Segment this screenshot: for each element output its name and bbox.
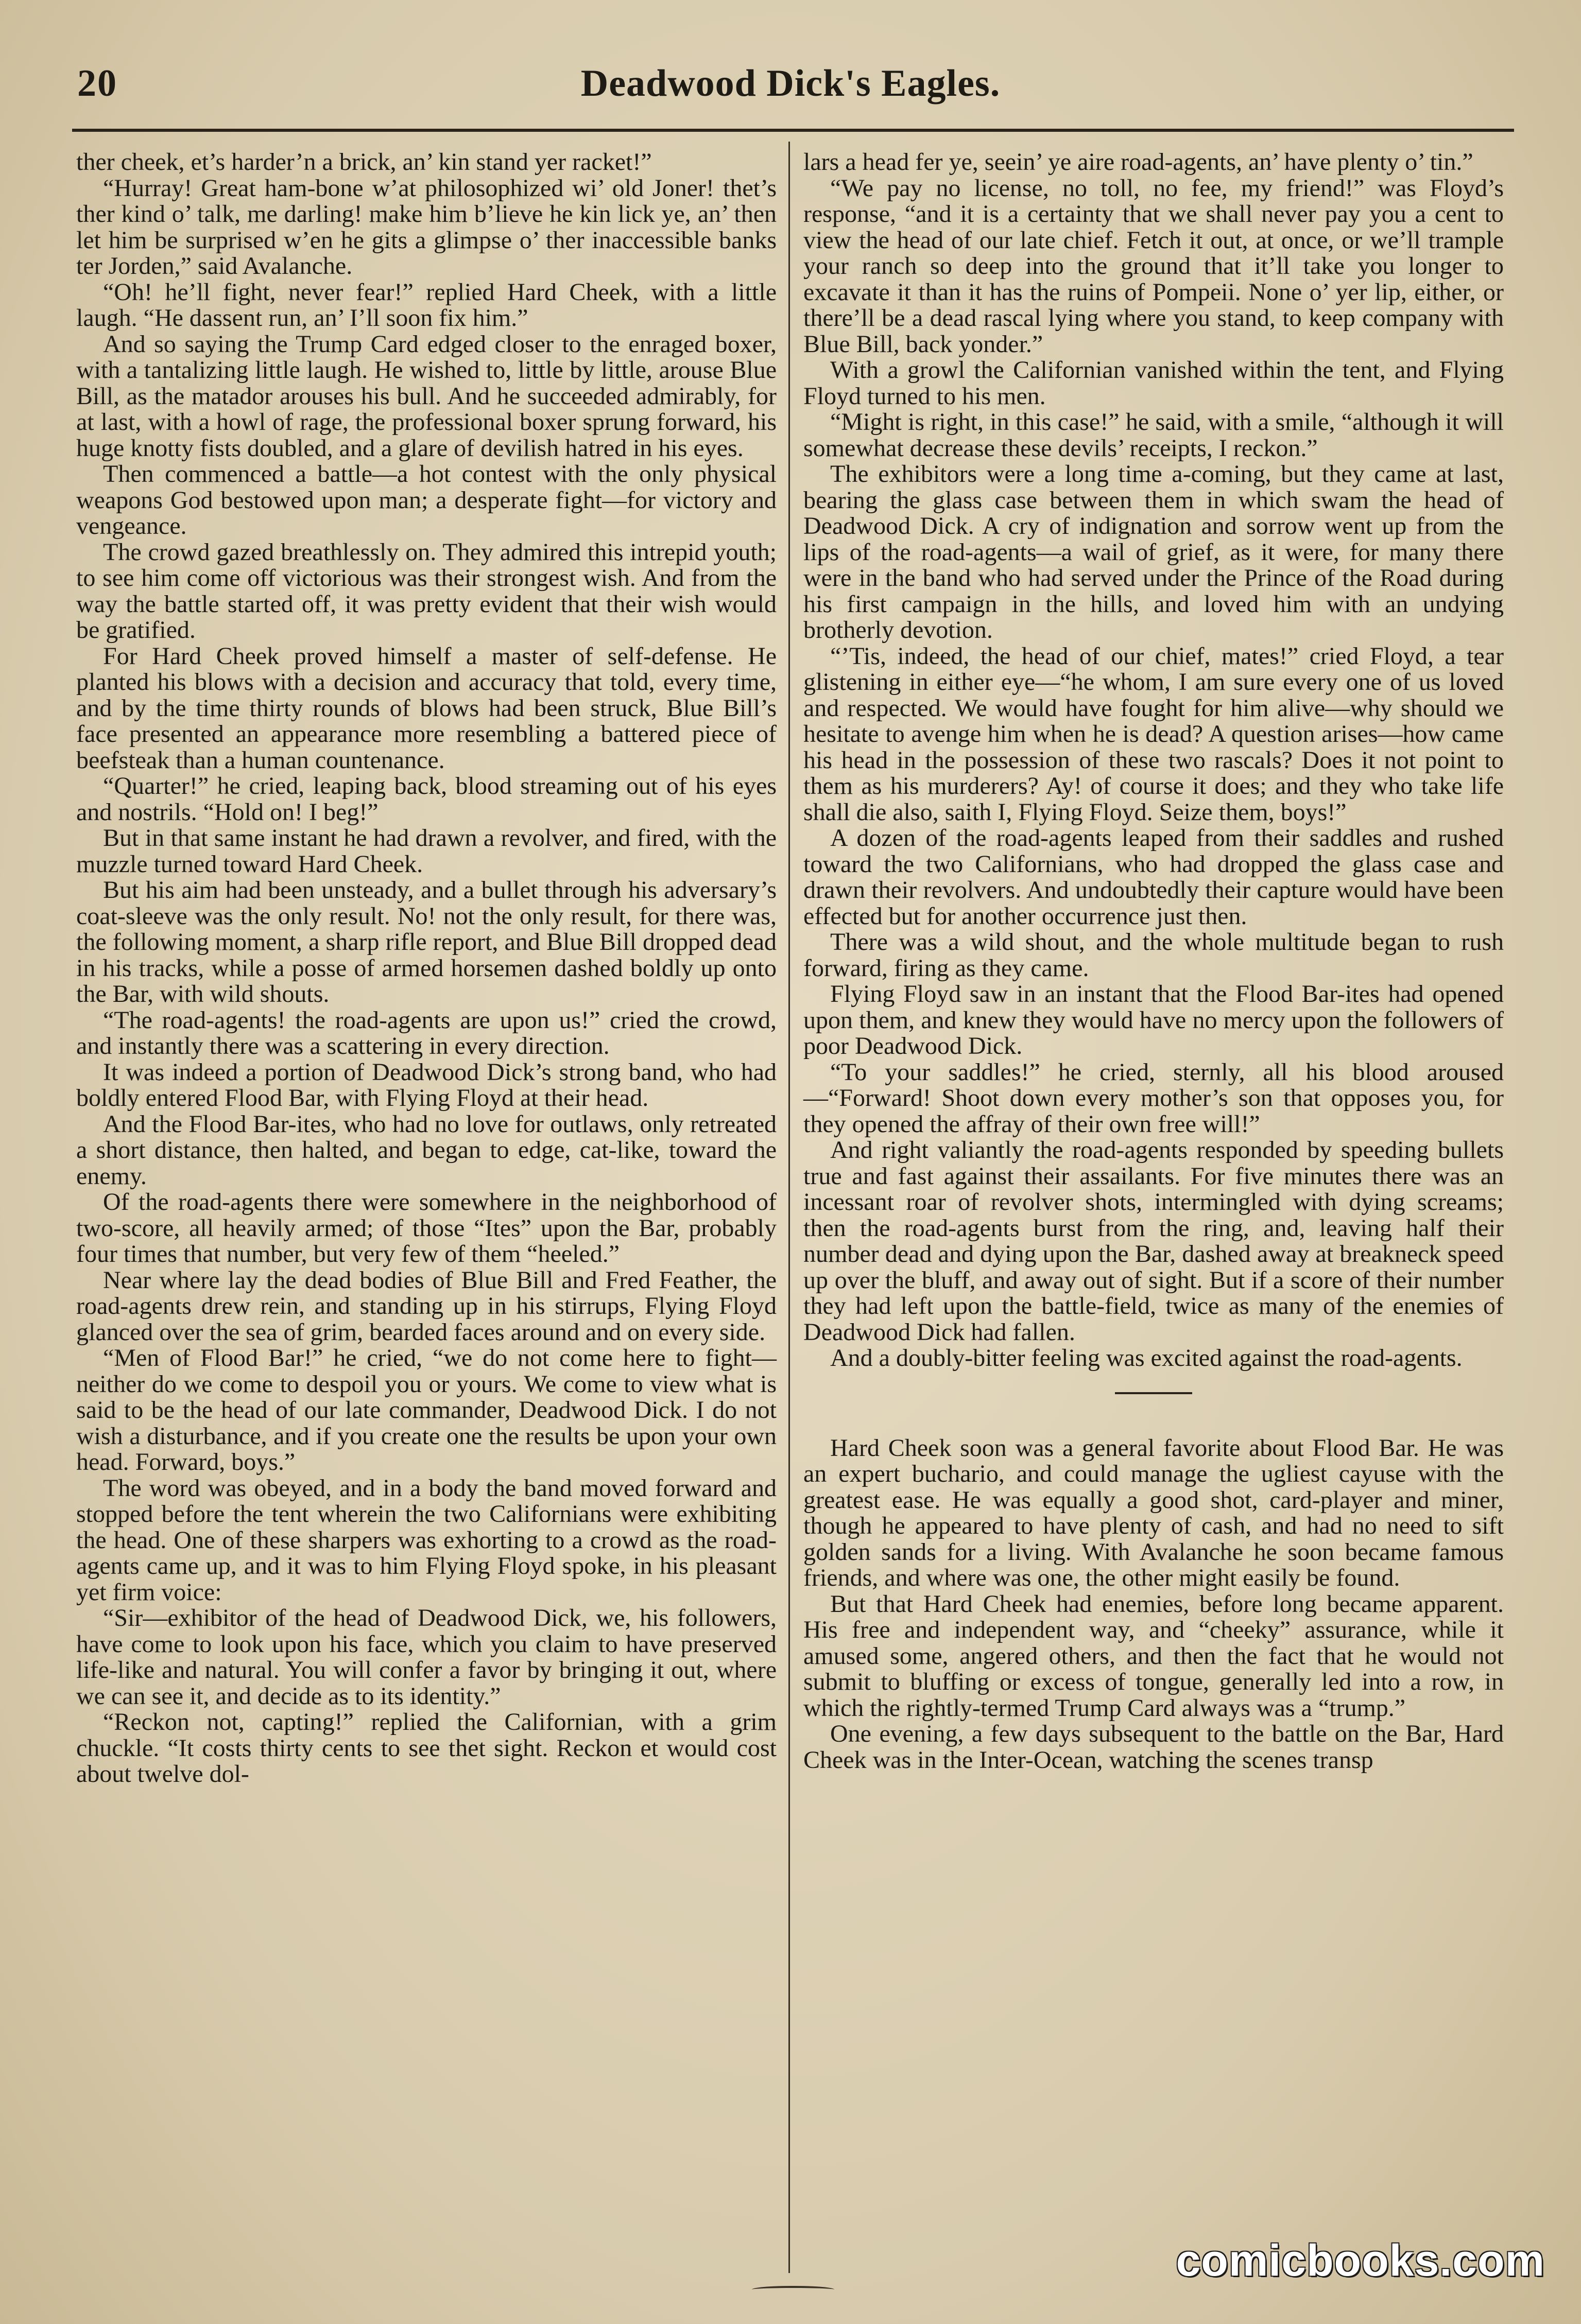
paragraph: With a growl the Californian vanished within the tent, and Flying Floyd turned to his men. [803, 356, 1504, 410]
paragraph: Of the road-agents there were somewhere in the neighborhood of two-score, all heavily armed; of those “Ites” upon the Bar, probably four times that number, but very few of them “heeled.” [76, 1188, 777, 1268]
paragraph: And the Flood Bar-ites, who had no love for outlaws, only retreated a short distance, then halted, and began to edge, cat-like, toward the enemy. [76, 1110, 777, 1190]
paragraph: A dozen of the road-agents leaped from their saddles and rushed toward the two Californians, who had dropped the glass case and drawn their revolvers. And undoubtedly their capture would have been effected but for another occurrence just then. [803, 824, 1504, 930]
paragraph: But that Hard Cheek had enemies, before long became apparent. His free and independent way, and “cheeky” assurance, while it amused some, angered others, and then the fact that he would not submit to bluffing or excess of tongue, generally led into a row, in which the rightly-termed Trump Card always was a “trump.” [803, 1590, 1504, 1722]
page-number: 20 [77, 62, 117, 105]
paragraph: Then commenced a battle—a hot contest with the only physical weapons God bestowed upon man; a desperate fight—for victory and vengeance. [76, 460, 777, 540]
paragraph: The crowd gazed breathlessly on. They admired this intrepid youth; to see him come off victorious was their strongest wish. And from the way the battle started off, it was pretty evident that their wish would be gratified. [76, 538, 777, 644]
watermark: comicbooks.com [1176, 2236, 1545, 2285]
paragraph: There was a wild shout, and the whole multitude began to rush forward, firing as they came. [803, 928, 1504, 982]
paragraph: “Hurray! Great ham-bone w’at philosophized wi’ old Joner! thet’s ther kind o’ talk, me darling! make him b’lieve he kin lick ye, an’ then let him be surprised w’en he gits a glimpse o’ ther inaccessible banks ter Jorden,” said Avalanche. [76, 174, 777, 280]
running-title: Deadwood Dick's Eagles. [580, 62, 1001, 105]
paragraph: Near where lay the dead bodies of Blue Bill and Fred Feather, the road-agents drew rein, and standing up in his stirrups, Flying Floyd glanced over the sea of grim, bearded faces around and on every side. [76, 1266, 777, 1346]
right-column-top-section [803, 149, 1504, 1372]
paragraph: “Men of Flood Bar!” he cried, “we do not come here to fight—neither do we come to despoil you or yours. We come to view what is said to be the head of our late commander, Deadwood Dick. I do not wish a disturbance, and if you create one the results be upon your own head. Forward, boys.” [76, 1344, 777, 1476]
right-column [803, 149, 1504, 1773]
column-divider [788, 142, 790, 2273]
paragraph: Hard Cheek soon was a general favorite about Flood Bar. He was an expert buchario, and could manage the ugliest cayuse with the greatest ease. He was equally a good shot, card-player and miner, though he appeared to have plenty of cash, and had no need to sift golden sands for a living. With Avalanche he soon became famous friends, and where was one, the other might easily be found. [803, 1434, 1504, 1591]
paragraph: “Reckon not, capting!” replied the Californian, with a grim chuckle. “It costs thirty cents to see thet sight. Reckon et would cost about twelve dol- [76, 1708, 777, 1788]
paragraph: “Oh! he’ll fight, never fear!” replied Hard Cheek, with a little laugh. “He dassent run, an’ I’ll soon fix him.” [76, 278, 777, 332]
paragraph: “Sir—exhibitor of the head of Deadwood Dick, we, his followers, have come to look upon his face, which you claim to have preserved life-like and natural. You will confer a favor by bringing it out, where we can see it, and decide as to its identity.” [76, 1604, 777, 1710]
paragraph: For Hard Cheek proved himself a master of self-defense. He planted his blows with a decision and accuracy that told, every time, and by the time thirty rounds of blows had been struck, Blue Bill’s face presented an appearance more resembling a battered piece of beefsteak than a human countenance. [76, 642, 777, 774]
paragraph: “We pay no license, no toll, no fee, my friend!” was Floyd’s response, “and it is a certainty that we shall never pay you a cent to view the head of our late chief. Fetch it out, at once, or we’ll trample your ranch so deep into the ground that it’ll take you longer to excavate it than it has the ruins of Pompeii. None o’ yer lip, either, or there’ll be a dead rascal lying where you stand, to keep company with Blue Bill, back yonder.” [803, 174, 1504, 358]
footer-ornament [752, 2286, 834, 2293]
page-header [0, 0, 1581, 129]
paragraph: “’Tis, indeed, the head of our chief, mates!” cried Floyd, a tear glistening in either eye—“he whom, I am sure every one of us loved and respected. We would have fought for him alive—why should we hesitate to avenge him when he is dead? A question arises—how came his head in the possession of these two rascals? Does it not point to them as his murderers? Ay! of course it does; and they who take life shall die also, saith I, Flying Floyd. Seize them, boys!” [803, 642, 1504, 826]
paragraph: One evening, a few days subsequent to the battle on the Bar, Hard Cheek was in the Inter-Ocean, watching the scenes transp [803, 1720, 1504, 1774]
paragraph: “To your saddles!” he cried, sternly, all his blood aroused—“Forward! Shoot down every mother’s son that opposes you, for they opened the affray of their own free will!” [803, 1058, 1504, 1138]
paragraph: Flying Floyd saw in an instant that the Flood Bar-ites had opened upon them, and knew they would have no mercy upon the followers of poor Deadwood Dick. [803, 980, 1504, 1060]
paragraph: The word was obeyed, and in a body the band moved forward and stopped before the tent wherein the two Californians were exhibiting the head. One of these sharpers was exhorting to a crowd as the road-agents came up, and it was to him Flying Floyd spoke, in his pleasant yet firm voice: [76, 1474, 777, 1606]
header-rule [72, 129, 1514, 132]
left-column [76, 149, 777, 1788]
paragraph: “Might is right, in this case!” he said, with a smile, “although it will somewhat decrease these devils’ receipts, I reckon.” [803, 408, 1504, 462]
paragraph: “Quarter!” he cried, leaping back, blood streaming out of his eyes and nostrils. “Hold on! I beg!” [76, 772, 777, 826]
paragraph: lars a head fer ye, seein’ ye aire road-agents, an’ have plenty o’ tin.” [803, 148, 1473, 176]
paragraph: But in that same instant he had drawn a revolver, and fired, with the muzzle turned toward Hard Cheek. [76, 824, 777, 878]
paragraph: The exhibitors were a long time a-coming, but they came at last, bearing the glass case between them in which swam the head of Deadwood Dick. A cry of indignation and sorrow went up from the lips of the road-agents—a wail of grief, as it were, for many there were in the band who had served under the Prince of the Road during his first campaign in the hills, and loved him with an undying brotherly devotion. [803, 460, 1504, 644]
section-break-rule [1115, 1392, 1192, 1394]
paragraph: And so saying the Trump Card edged closer to the enraged boxer, with a tantalizing little laugh. He wished to, little by little, arouse Blue Bill, as the matador arouses his bull. And he succeeded admirably, for at last, with a howl of rage, the professional boxer sprung forward, his huge knotty fists doubled, and a glare of devilish hatred in his eyes. [76, 330, 777, 462]
right-column-bottom-section [803, 1435, 1504, 1774]
paragraph: But his aim had been unsteady, and a bullet through his adversary’s coat-sleeve was the only result. No! not the only result, for there was, the following moment, a sharp rifle report, and Blue Bill dropped dead in his tracks, while a posse of armed horsemen dashed boldly up onto the Bar, with wild shouts. [76, 876, 777, 1008]
paragraph: ther cheek, et’s harder’n a brick, an’ kin stand yer racket!” [76, 148, 652, 176]
paragraph: And right valiantly the road-agents responded by speeding bullets true and fast against their assailants. For five minutes there was an incessant roar of revolver shots, intermingled with dying screams; then the road-agents burst from the ring, and, leaving half their number dead and dying upon the Bar, dashed away at breakneck speed up over the bluff, and away out of sight. But if a score of their number they had left upon the battle-field, twice as many of the enemies of Deadwood Dick had fallen. [803, 1136, 1504, 1346]
paragraph: “The road-agents! the road-agents are upon us!” cried the crowd, and instantly there was a scattering in every direction. [76, 1006, 777, 1060]
paragraph: It was indeed a portion of Deadwood Dick’s strong band, who had boldly entered Flood Bar, with Flying Floyd at their head. [76, 1058, 777, 1112]
paragraph: And a doubly-bitter feeling was excited against the road-agents. [830, 1344, 1463, 1372]
